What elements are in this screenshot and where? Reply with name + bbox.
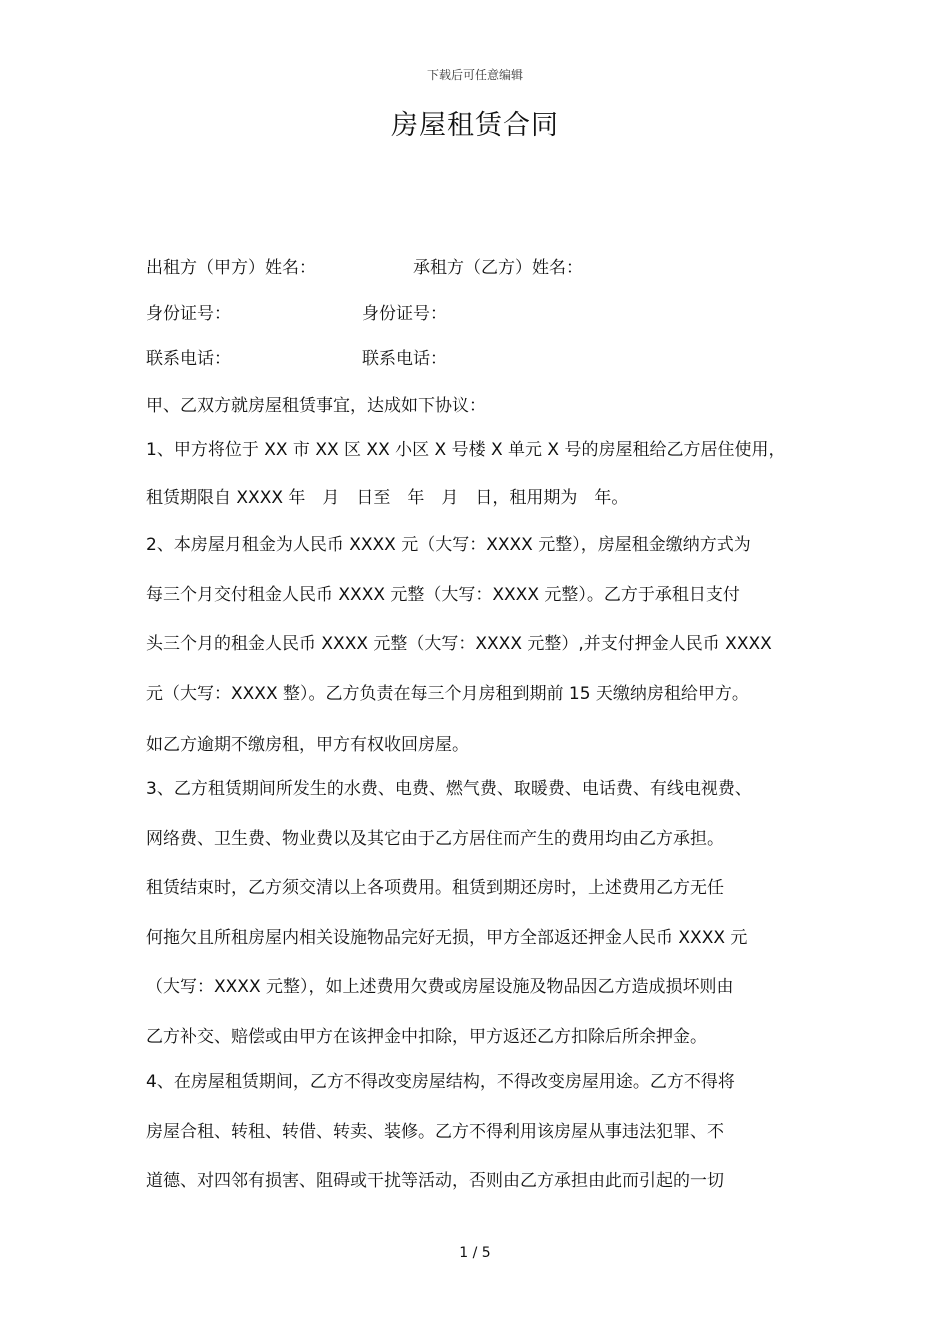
- party-phone-row: [146, 347, 447, 371]
- clause-line: 4、在房屋租赁期间，乙方不得改变房屋结构，不得改变房屋用途。乙方不得将: [146, 1072, 735, 1092]
- party-name-row: [146, 256, 583, 280]
- clause-line: 乙方补交、赔偿或由甲方在该押金中扣除，甲方返还乙方扣除后所余押金。: [146, 1027, 707, 1047]
- header-note: 下载后可任意编辑: [426, 68, 523, 82]
- clause-line: 元（大写：XXXX 整）。乙方负责在每三个月房租到期前 15 天缴纳房租给甲方。: [146, 684, 749, 704]
- lessee-phone-label: 联系电话：: [362, 349, 447, 369]
- clause-line: 房屋合租、转租、转借、转卖、装修。乙方不得利用该房屋从事违法犯罪、不: [146, 1122, 724, 1142]
- clause-line: 租赁期限自 XXXX 年 月 日至 年 月 日，租用期为 年。: [146, 488, 629, 508]
- lessee-id-label: 身份证号：: [362, 304, 447, 324]
- clause-line: 道德、对四邻有损害、阻碍或干扰等活动，否则由乙方承担由此而引起的一切: [146, 1171, 724, 1191]
- clause-line: 网络费、卫生费、物业费以及其它由于乙方居住而产生的费用均由乙方承担。: [146, 829, 724, 849]
- party-id-row: [146, 302, 447, 326]
- lessor-id-label: 身份证号：: [146, 304, 231, 324]
- page-number: 1 / 5: [459, 1245, 491, 1261]
- agreement-intro: 甲、乙双方就房屋租赁事宜，达成如下协议：: [146, 396, 486, 416]
- clause-line: 3、乙方租赁期间所发生的水费、电费、燃气费、取暖费、电话费、有线电视费、: [146, 779, 752, 799]
- clause-line: 头三个月的租金人民币 XXXX 元整（大写：XXXX 元整）,并支付押金人民币 XXXX: [146, 634, 772, 654]
- lessor-name-label: 出租方（甲方）姓名：: [146, 258, 316, 278]
- clause-line: 租赁结束时，乙方须交清以上各项费用。租赁到期还房时，上述费用乙方无任: [146, 878, 724, 898]
- clause-line: 2、本房屋月租金为人民币 XXXX 元（大写：XXXX 元整），房屋租金缴纳方式为: [146, 535, 751, 555]
- lessee-name-label: 承租方（乙方）姓名：: [413, 258, 583, 278]
- clause-line: （大写：XXXX 元整），如上述费用欠费或房屋设施及物品因乙方造成损坏则由: [146, 977, 734, 997]
- clause-line: 每三个月交付租金人民币 XXXX 元整（大写：XXXX 元整）。乙方于承租日支付: [146, 585, 740, 605]
- document-title: 房屋租赁合同: [391, 110, 559, 141]
- clause-line: 何拖欠且所租房屋内相关设施物品完好无损，甲方全部返还押金人民币 XXXX 元: [146, 928, 748, 948]
- clause-line: 如乙方逾期不缴房租，甲方有权收回房屋。: [146, 735, 469, 755]
- clause-line: 1、甲方将位于 XX 市 XX 区 XX 小区 X 号楼 X 单元 X 号的房屋租给乙方居住使用，: [146, 440, 786, 460]
- lessor-phone-label: 联系电话：: [146, 349, 231, 369]
